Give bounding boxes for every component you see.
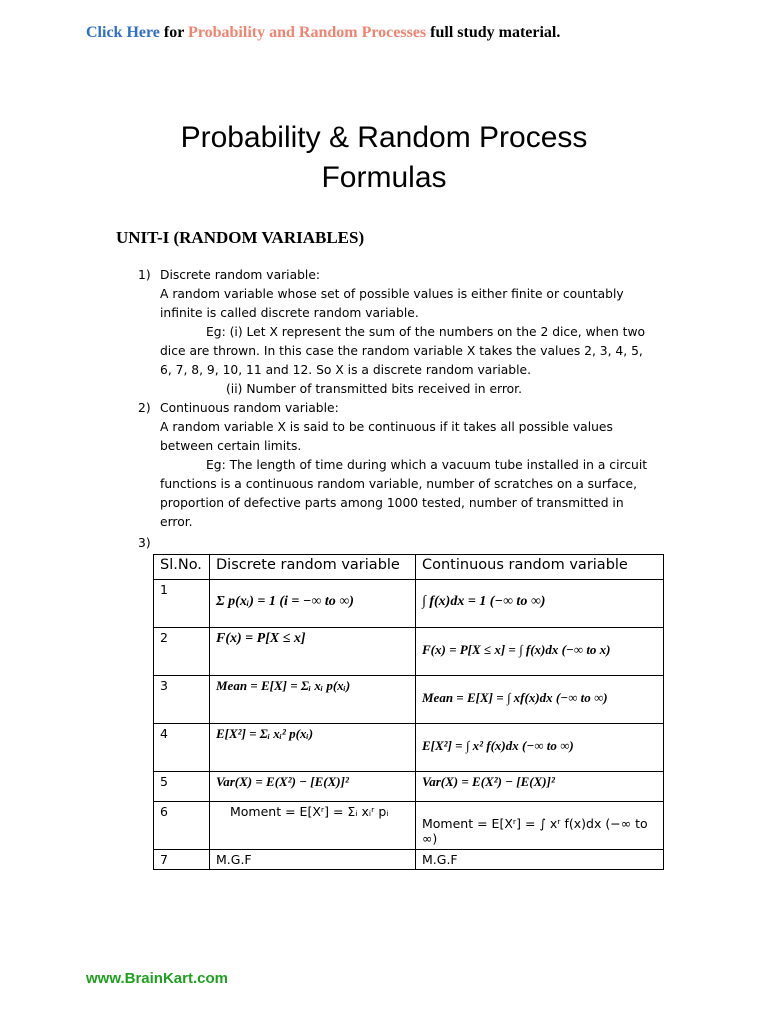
item-example: Eg: (i) Let X represent the sum of the numbers on the 2 dice, when two dice are thrown. In this case the random variable X takes the values 2, 3, 4, 5, 6, 7, 8, 9, 10, 11 and 12. So X is a discrete random variable.: [160, 325, 646, 377]
formula-text: Moment = E[Xʳ] = ∫ xʳ f(x)dx (−∞ to ∞): [422, 816, 648, 846]
discrete-formula: M.G.F: [210, 850, 416, 870]
discrete-formula: [210, 580, 416, 628]
item-text: A random variable X is said to be continuous if it takes all possible values between certain limits.: [160, 420, 613, 453]
table-row: [154, 850, 664, 870]
table-row: [154, 676, 664, 724]
row-number: 2: [154, 628, 210, 676]
footer-link[interactable]: www.BrainKart.com: [86, 970, 228, 987]
banner-rest-text: full study material.: [426, 24, 561, 41]
row-number: 7: [154, 850, 210, 870]
continuous-formula: [416, 724, 664, 772]
item-heading: Continuous random variable:: [160, 401, 339, 415]
column-header: Continuous random variable: [416, 555, 664, 580]
continuous-formula: [416, 802, 664, 850]
discrete-formula: [210, 802, 416, 850]
item-example: Eg: The length of time during which a vacuum tube installed in a circuit functions is a continuous random variable, number of scratches on a surface, proportion of defective parts among 1000 tested, number of transmitted in error.: [160, 458, 648, 529]
discrete-formula: [210, 724, 416, 772]
formula-table: [153, 554, 664, 870]
discrete-formula: [210, 628, 416, 676]
table-row: [154, 628, 664, 676]
discrete-formula: [210, 772, 416, 802]
subject-link[interactable]: Probability and Random Processes: [188, 24, 427, 41]
column-header: Sl.No.: [154, 555, 210, 580]
row-number: 3: [154, 676, 210, 724]
formula-text: ∫ f(x)dx = 1 (−∞ to ∞): [422, 594, 546, 609]
table-row: [154, 772, 664, 802]
table-row: [154, 580, 664, 628]
unit-heading: UNIT-I (RANDOM VARIABLES): [116, 228, 365, 247]
formula-text: Mean = E[X] = ∫ xf(x)dx (−∞ to ∞): [422, 690, 608, 705]
formula-text: Mean = E[X] = Σᵢ xᵢ p(xᵢ): [216, 678, 351, 693]
list-item: [138, 266, 658, 399]
continuous-formula: [416, 580, 664, 628]
item-heading: Discrete random variable:: [160, 268, 321, 282]
list-item: [138, 534, 658, 553]
continuous-formula: M.G.F: [416, 850, 664, 870]
row-number: 5: [154, 772, 210, 802]
formula-text: E[X²] = Σᵢ xᵢ² p(xᵢ): [216, 726, 314, 741]
item-example-2: (ii) Number of transmitted bits received in error.: [226, 382, 523, 396]
list-item: [138, 399, 658, 532]
definitions-list: [138, 266, 658, 553]
discrete-formula: [210, 676, 416, 724]
formula-text: F(x) = P[X ≤ x] = ∫ f(x)dx (−∞ to x): [422, 642, 611, 657]
click-here-link[interactable]: Click Here: [86, 24, 160, 41]
item-text: A random variable whose set of possible values is either finite or countably infinite is called discrete random variable.: [160, 287, 624, 320]
formula-text: Var(X) = E(X²) − [E(X)]²: [216, 774, 349, 789]
continuous-formula: [416, 772, 664, 802]
formula-text: E[X²] = ∫ x² f(x)dx (−∞ to ∞): [422, 738, 574, 753]
formula-text: Var(X) = E(X²) − [E(X)]²: [422, 774, 555, 789]
table-row: [154, 724, 664, 772]
item-number: 1): [138, 268, 151, 282]
item-number: 2): [138, 401, 151, 415]
table-row: [154, 802, 664, 850]
title-line-1: Probability & Random Process: [180, 121, 588, 154]
continuous-formula: [416, 676, 664, 724]
formula-text: Σ p(xᵢ) = 1 (i = −∞ to ∞): [216, 594, 354, 609]
banner-for-text: for: [159, 24, 189, 41]
top-banner: [86, 24, 560, 42]
row-number: 1: [154, 580, 210, 628]
table-header-row: [154, 555, 664, 580]
row-number: 4: [154, 724, 210, 772]
page-title: [0, 118, 768, 198]
formula-text: F(x) = P[X ≤ x]: [216, 631, 306, 646]
title-line-2: Formulas: [321, 161, 447, 194]
item-number: 3): [138, 536, 151, 550]
column-header: Discrete random variable: [210, 555, 416, 580]
continuous-formula: [416, 628, 664, 676]
formula-text: Moment = E[Xʳ] = Σᵢ xᵢʳ pᵢ: [230, 804, 389, 819]
row-number: 6: [154, 802, 210, 850]
